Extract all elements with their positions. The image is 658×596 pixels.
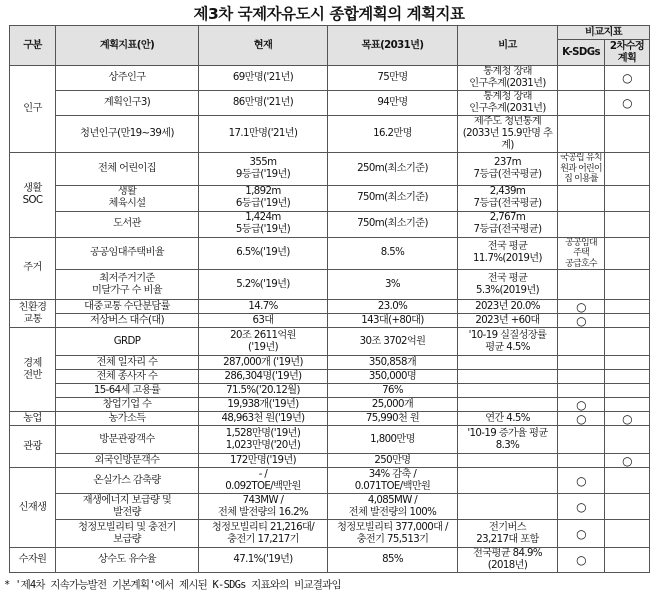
current-cell: 355m 9등급('19년) (199, 153, 328, 186)
planning-indicator-table (9, 25, 650, 573)
header-category: 구분 (10, 26, 56, 66)
indicator-cell: 저상버스 대수(대) (56, 314, 199, 328)
plan2-cell (605, 384, 650, 398)
table-row (10, 211, 650, 237)
indicator-cell: 창업기업 수 (56, 398, 199, 412)
table-row (10, 237, 650, 270)
target-cell: 250m(최소기준) (328, 153, 458, 186)
current-cell: 287,000개 ('19년) (199, 356, 328, 370)
plan2-cell: ○ (605, 412, 650, 426)
target-cell: 4,085MW / 전체 발전량의 100% (328, 494, 458, 520)
category-cell: 주거 (10, 237, 56, 300)
target-cell: 76% (328, 384, 458, 398)
header-indicator: 계획지표(안) (56, 26, 199, 66)
current-cell: 743MW / 전체 발전량의 16.2% (199, 494, 328, 520)
note-cell: 통계청 장래 인구추계(2031년) (458, 91, 558, 116)
current-cell: 14.7% (199, 300, 328, 314)
table-row (10, 185, 650, 211)
note-cell (458, 468, 558, 494)
current-cell: 86만명('21년) (199, 91, 328, 116)
target-cell: 23.0% (328, 300, 458, 314)
page-title: 제3차 국제자유도시 종합계획의 계획지표 (193, 5, 465, 23)
category-cell: 친환경 교통 (10, 300, 56, 328)
current-cell: 청정모빌리티 21,216대/ 충전기 17,217기 (199, 520, 328, 548)
note-cell (458, 356, 558, 370)
category-cell: 경제 전반 (10, 328, 56, 412)
indicator-cell: 온실가스 감축량 (56, 468, 199, 494)
header-plan2: 2차수정 계획 (605, 40, 650, 66)
note-cell: 전국 평균 11.7%(2019년) (458, 237, 558, 270)
table-row (10, 412, 650, 426)
indicator-cell: 방문관광객수 (56, 426, 199, 454)
category-cell: 관광 (10, 426, 56, 468)
note-cell: 2,767m 7등급(전국평균) (458, 211, 558, 237)
table-row (10, 370, 650, 384)
table-row (10, 454, 650, 468)
indicator-cell: 청정모빌리티 및 충전기 보급량 (56, 520, 199, 548)
note-cell: 통계청 장래 인구추계(2031년) (458, 66, 558, 91)
plan2-cell (605, 237, 650, 270)
category-cell: 생활 SOC (10, 153, 56, 238)
current-cell: 69만명('21년) (199, 66, 328, 91)
ksdgs-cell (558, 185, 605, 211)
current-cell: - / 0.092TOE/백만원 (199, 468, 328, 494)
target-cell: 75,990천 원 (328, 412, 458, 426)
indicator-cell: 청년인구(만19~39세) (56, 116, 199, 153)
ksdgs-cell (558, 116, 605, 153)
target-cell: 34% 감축 / 0.071TOE/백만원 (328, 468, 458, 494)
ksdgs-cell: ○ (558, 412, 605, 426)
note-cell (458, 398, 558, 412)
plan2-cell: ○ (605, 454, 650, 468)
table-row (10, 270, 650, 300)
indicator-cell: 상주인구 (56, 66, 199, 91)
target-cell: 75만명 (328, 66, 458, 91)
table-row (10, 356, 650, 370)
note-cell: 제주도 청년통계 (2033년 15.9만명 추계) (458, 116, 558, 153)
target-cell: 750m(최소기준) (328, 185, 458, 211)
table-row (10, 91, 650, 116)
target-cell: 350,858개 (328, 356, 458, 370)
current-cell: 71.5%('20.12월) (199, 384, 328, 398)
plan2-cell (605, 548, 650, 573)
plan2-cell (605, 185, 650, 211)
target-cell: 8.5% (328, 237, 458, 270)
plan2-cell (605, 398, 650, 412)
note-cell: 2,439m 7등급(전국평균) (458, 185, 558, 211)
table-row (10, 468, 650, 494)
note-cell: 2023년 +60대 (458, 314, 558, 328)
target-cell: 16.2만명 (328, 116, 458, 153)
indicator-cell: 15-64세 고용률 (56, 384, 199, 398)
header-note: 비고 (458, 26, 558, 66)
target-cell: 25,000개 (328, 398, 458, 412)
indicator-cell: 최저주거기준 미달가구 수 비율 (56, 270, 199, 300)
note-cell: 전기버스 23,217대 포함 (458, 520, 558, 548)
indicator-cell: 전체 일자리 수 (56, 356, 199, 370)
target-cell: 143대(+80대) (328, 314, 458, 328)
plan2-cell (605, 468, 650, 494)
plan2-cell: ○ (605, 66, 650, 91)
table-row (10, 398, 650, 412)
plan2-cell (605, 314, 650, 328)
plan2-cell (605, 116, 650, 153)
note-cell (458, 494, 558, 520)
ksdgs-cell: 국공립 유치 원과 어린이 집 이용률 (558, 153, 605, 186)
current-cell: 1,892m 6등급('19년) (199, 185, 328, 211)
ksdgs-cell (558, 426, 605, 454)
plan2-cell: ○ (605, 91, 650, 116)
category-cell: 인구 (10, 66, 56, 153)
ksdgs-cell (558, 328, 605, 356)
indicator-cell: GRDP (56, 328, 199, 356)
target-cell: 750m(최소기준) (328, 211, 458, 237)
table-row (10, 314, 650, 328)
indicator-cell: 계획인구3) (56, 91, 199, 116)
note-cell (458, 384, 558, 398)
indicator-cell: 전체 어린이집 (56, 153, 199, 186)
table-row (10, 548, 650, 573)
plan2-cell (605, 328, 650, 356)
ksdgs-cell: 공공임대 주택 공급호수 (558, 237, 605, 270)
target-cell: 94만명 (328, 91, 458, 116)
indicator-cell: 농가소득 (56, 412, 199, 426)
table-row (10, 426, 650, 454)
indicator-cell: 상수도 유수율 (56, 548, 199, 573)
target-cell: 250만명 (328, 454, 458, 468)
current-cell: 6.5%('19년) (199, 237, 328, 270)
table-row (10, 300, 650, 314)
header-target: 목표(2031년) (328, 26, 458, 66)
ksdgs-cell: ○ (558, 468, 605, 494)
ksdgs-cell (558, 454, 605, 468)
plan2-cell (605, 211, 650, 237)
plan2-cell (605, 153, 650, 186)
category-cell: 수자원 (10, 548, 56, 573)
ksdgs-cell: ○ (558, 494, 605, 520)
plan2-cell (605, 356, 650, 370)
plan2-cell (605, 494, 650, 520)
current-cell: 63대 (199, 314, 328, 328)
footnote: * '제4차 지속가능발전 기본계획'에서 제시된 K-SDGs 지표와의 비교결과임 (4, 579, 341, 591)
note-cell (458, 370, 558, 384)
note-cell: '10-19 증가율 평균 8.3% (458, 426, 558, 454)
current-cell: 5.2%('19년) (199, 270, 328, 300)
ksdgs-cell (558, 270, 605, 300)
note-cell: 전국 평균 5.3%(2019년) (458, 270, 558, 300)
header-ksdgs: K-SDGs (558, 40, 605, 66)
plan2-cell (605, 520, 650, 548)
ksdgs-cell (558, 66, 605, 91)
target-cell: 350,000명 (328, 370, 458, 384)
table-row (10, 153, 650, 186)
indicator-cell: 전체 종사자 수 (56, 370, 199, 384)
table-row (10, 66, 650, 91)
current-cell: 1,528만명('19년) 1,023만명('20년) (199, 426, 328, 454)
table-row (10, 384, 650, 398)
target-cell: 청정모빌리티 377,000대 / 충전기 75,513기 (328, 520, 458, 548)
target-cell: 30조 3702억원 (328, 328, 458, 356)
ksdgs-cell: ○ (558, 548, 605, 573)
note-cell (458, 454, 558, 468)
ksdgs-cell (558, 370, 605, 384)
current-cell: 20조 2611억원 ('19년) (199, 328, 328, 356)
target-cell: 1,800만명 (328, 426, 458, 454)
table-row (10, 494, 650, 520)
table-row (10, 116, 650, 153)
ksdgs-cell (558, 91, 605, 116)
table-row (10, 520, 650, 548)
indicator-cell: 도서관 (56, 211, 199, 237)
current-cell: 17.1만명('21년) (199, 116, 328, 153)
plan2-cell (605, 270, 650, 300)
indicator-cell: 대중교통 수단분담률 (56, 300, 199, 314)
category-cell: 신재생 (10, 468, 56, 548)
current-cell: 48,963천 원('19년) (199, 412, 328, 426)
category-cell: 농업 (10, 412, 56, 426)
ksdgs-cell (558, 211, 605, 237)
ksdgs-cell: ○ (558, 300, 605, 314)
note-cell: 전국평균 84.9%(2018년) (458, 548, 558, 573)
target-cell: 3% (328, 270, 458, 300)
indicator-cell: 생활 체육시설 (56, 185, 199, 211)
indicator-cell: 외국인방문객수 (56, 454, 199, 468)
indicator-cell: 공공임대주택비율 (56, 237, 199, 270)
target-cell: 85% (328, 548, 458, 573)
header-compare-group: 비교지표 (558, 26, 650, 40)
note-cell: 2023년 20.0% (458, 300, 558, 314)
plan2-cell (605, 426, 650, 454)
current-cell: 172만명('19년) (199, 454, 328, 468)
current-cell: 47.1%('19년) (199, 548, 328, 573)
note-cell: 237m 7등급(전국평균) (458, 153, 558, 186)
plan2-cell (605, 370, 650, 384)
current-cell: 286,304명('19년) (199, 370, 328, 384)
ksdgs-cell: ○ (558, 314, 605, 328)
current-cell: 19,938개('19년) (199, 398, 328, 412)
ksdgs-cell (558, 356, 605, 370)
current-cell: 1,424m 5등급('19년) (199, 211, 328, 237)
header-current: 현재 (199, 26, 328, 66)
note-cell: '10-19 실질성장률 평균 4.5% (458, 328, 558, 356)
ksdgs-cell: ○ (558, 398, 605, 412)
ksdgs-cell: ○ (558, 520, 605, 548)
note-cell: 연간 4.5% (458, 412, 558, 426)
ksdgs-cell (558, 384, 605, 398)
indicator-cell: 재생에너지 보급량 및 발전량 (56, 494, 199, 520)
table-row (10, 328, 650, 356)
plan2-cell (605, 300, 650, 314)
